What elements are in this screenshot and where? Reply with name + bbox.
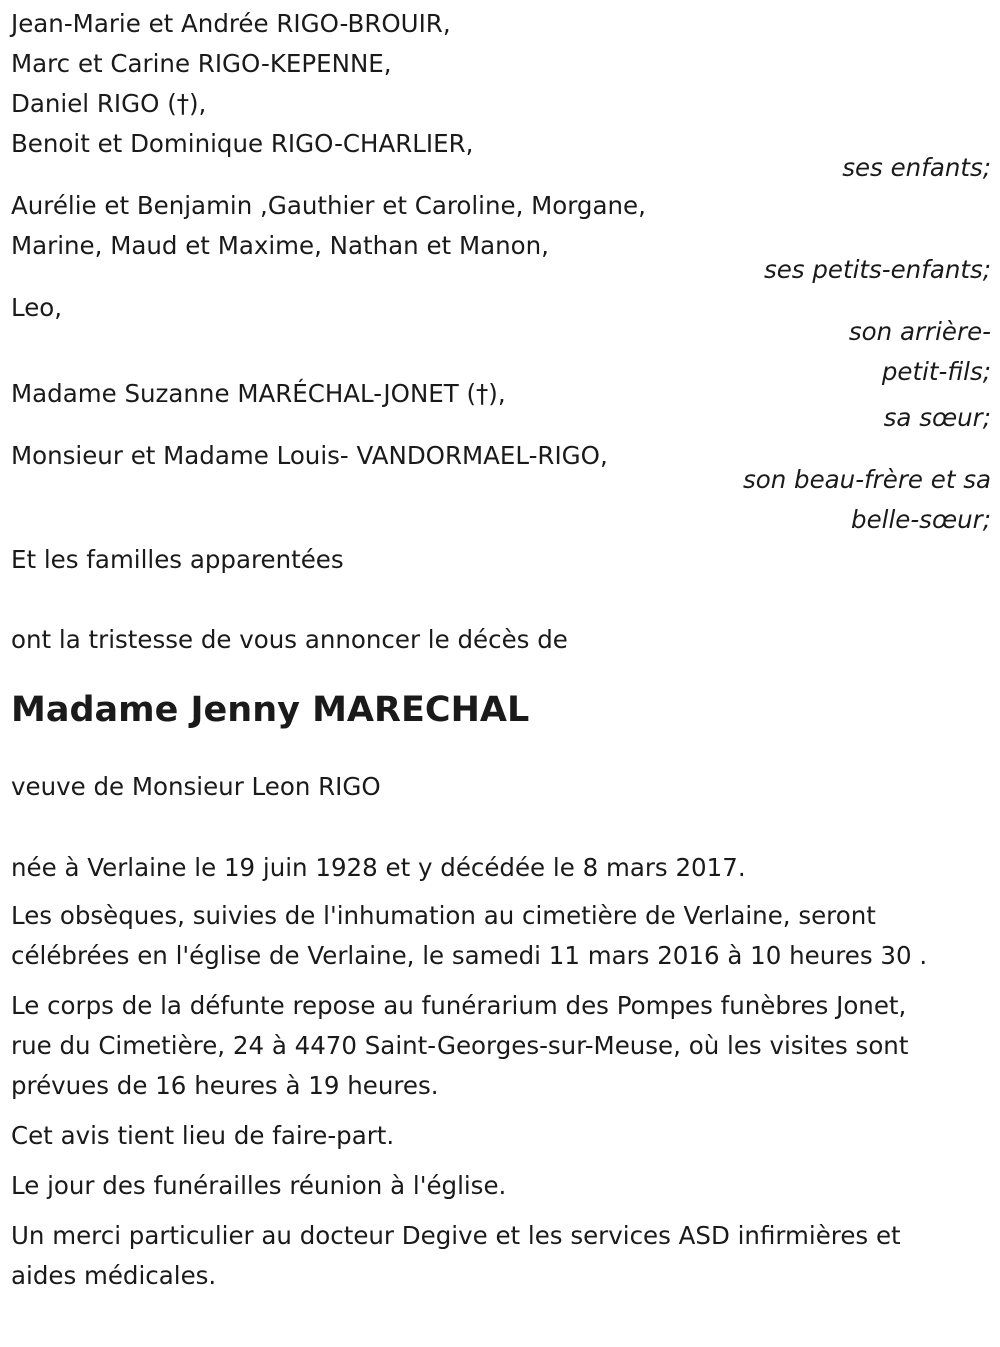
sister-name: Madame Suzanne MARÉCHAL-JONET (†), (11, 379, 506, 408)
in-laws-section (11, 436, 991, 540)
meeting-line: Le jour des funérailles réunion à l'église. (11, 1171, 507, 1200)
grandchildren-role: ses petits-enfants; (763, 255, 991, 284)
visitation-line-3: prévues de 16 heures à 19 heures. (11, 1071, 439, 1100)
child-line-3: Daniel RIGO (†), (11, 89, 207, 118)
birth-death-line: née à Verlaine le 19 juin 1928 et y décédée le 8 mars 2017. (11, 853, 746, 882)
child-line-1: Jean-Marie et Andrée RIGO-BROUIR, (11, 9, 451, 38)
great-grandson-name: Leo, (11, 293, 63, 322)
grandchildren-section (11, 186, 991, 290)
funeral-line-2: célébrées en l'église de Verlaine, le samedi 11 mars 2016 à 10 heures 30 . (11, 941, 928, 970)
thanks-line-1: Un merci particulier au docteur Degive et les services ASD infirmières et (11, 1221, 901, 1250)
obituary-document (11, 4, 991, 1296)
sister-role: sa sœur; (883, 403, 991, 432)
widow-of-line: veuve de Monsieur Leon RIGO (11, 772, 381, 801)
visitation-paragraph (11, 986, 991, 1106)
visitation-line-2: rue du Cimetière, 24 à 4470 Saint-Georges-sur-Meuse, où les visites sont (11, 1031, 909, 1060)
announcement-line: ont la tristesse de vous annoncer le décès de (11, 625, 568, 654)
grandchild-line-2: Marine, Maud et Maxime, Nathan et Manon, (11, 231, 549, 260)
thanks-line-2: aides médicales. (11, 1261, 217, 1290)
child-line-4: Benoit et Dominique RIGO-CHARLIER, (11, 129, 474, 158)
sister-section (11, 374, 991, 438)
funeral-paragraph (11, 896, 991, 976)
grandchild-line-1: Aurélie et Benjamin ,Gauthier et Caroline, Morgane, (11, 191, 646, 220)
child-line-2: Marc et Carine RIGO-KEPENNE, (11, 49, 392, 78)
children-role: ses enfants; (842, 153, 991, 182)
thanks-paragraph (11, 1216, 991, 1296)
children-section (11, 4, 991, 188)
in-laws-role-line-1: son beau-frère et sa (742, 465, 991, 494)
in-laws-role-line-2: belle-sœur; (851, 505, 991, 534)
in-laws-name: Monsieur et Madame Louis- VANDORMAEL-RIGO, (11, 441, 608, 470)
deceased-name: Madame Jenny MARECHAL (11, 690, 530, 730)
great-grandson-role-line-1: son arrière- (848, 317, 991, 346)
funeral-line-1: Les obsèques, suivies de l'inhumation au cimetière de Verlaine, seront (11, 901, 876, 930)
great-grandson-role-line-2: petit-fils; (881, 357, 991, 386)
relatives-line: Et les familles apparentées (11, 545, 344, 574)
visitation-line-1: Le corps de la défunte repose au funérarium des Pompes funèbres Jonet, (11, 991, 907, 1020)
notice-line: Cet avis tient lieu de faire-part. (11, 1121, 395, 1150)
